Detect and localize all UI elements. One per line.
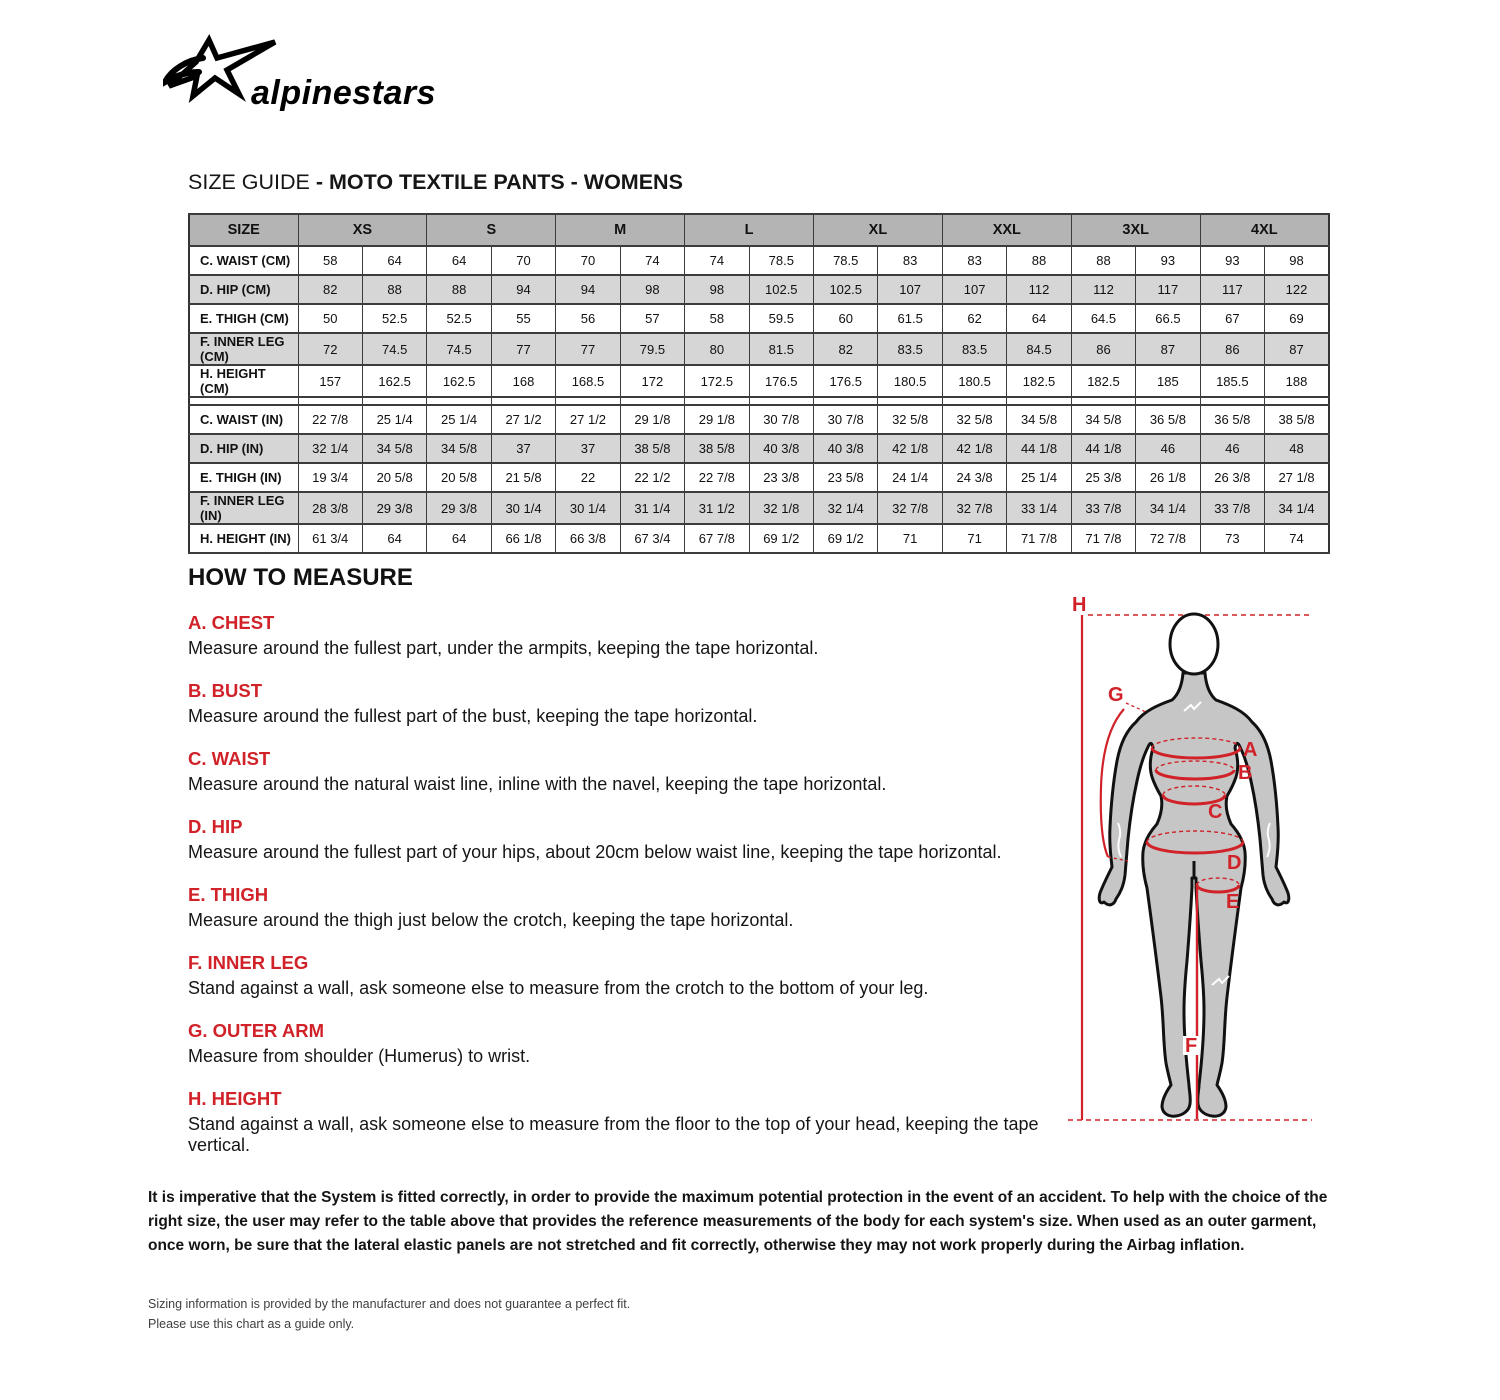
size-value-cell: 27 1/8 [1265,463,1329,492]
size-value-cell: 82 [298,275,362,304]
size-value-cell: 24 3/8 [942,463,1006,492]
size-value-cell: 74 [685,246,749,275]
spacer-cell [1071,397,1135,405]
measure-label: B. BUST [188,680,262,701]
measure-description: Measure from shoulder (Humerus) to wrist. [188,1046,531,1066]
size-value-cell: 64 [362,246,426,275]
size-value-cell: 25 1/4 [362,405,426,434]
figure-label-waist: C [1208,801,1223,823]
size-value-cell: 180.5 [878,365,942,397]
size-value-cell: 33 7/8 [1071,492,1135,524]
spacer-cell [1007,397,1071,405]
size-value-cell: 46 [1136,434,1200,463]
size-value-cell: 64 [427,524,491,553]
size-value-cell: 34 5/8 [362,434,426,463]
footer-line-1: Sizing information is provided by the manufacturer and does not guarantee a perfect fit. [148,1297,631,1311]
size-value-cell: 74.5 [427,333,491,365]
size-value-cell: 185.5 [1200,365,1264,397]
size-value-cell: 30 1/4 [491,492,555,524]
row-label-cell: C. WAIST (CM) [189,246,298,275]
size-value-cell: 23 5/8 [814,463,878,492]
size-value-cell: 38 5/8 [1265,405,1329,434]
size-value-cell: 87 [1136,333,1200,365]
row-label-cell: C. WAIST (IN) [189,405,298,434]
measure-label: H. HEIGHT [188,1088,282,1109]
spacer-row [189,397,1329,405]
size-value-cell: 69 1/2 [749,524,813,553]
size-value-cell: 27 1/2 [491,405,555,434]
size-value-cell: 94 [491,275,555,304]
measure-item [188,952,1088,999]
size-value-cell: 83.5 [878,333,942,365]
row-label-cell: H. HEIGHT (CM) [189,365,298,397]
size-value-cell: 98 [620,275,684,304]
size-value-cell: 24 1/4 [878,463,942,492]
size-value-cell: 66 1/8 [491,524,555,553]
figure-label-bust: B [1238,762,1253,784]
figure-label-inner-leg: F [1185,1035,1198,1057]
size-value-cell: 72 7/8 [1136,524,1200,553]
size-value-cell: 81.5 [749,333,813,365]
size-value-cell: 26 1/8 [1136,463,1200,492]
size-value-cell: 78.5 [749,246,813,275]
measure-item [188,612,1088,659]
size-value-cell: 44 1/8 [1071,434,1135,463]
size-value-cell: 34 5/8 [1071,405,1135,434]
size-value-cell: 21 5/8 [491,463,555,492]
size-value-cell: 71 7/8 [1071,524,1135,553]
size-value-cell: 83 [878,246,942,275]
size-value-cell: 69 [1265,304,1329,333]
size-value-cell: 32 1/4 [814,492,878,524]
size-value-cell: 94 [556,275,620,304]
table-row [189,524,1329,553]
measure-label: D. HIP [188,816,243,837]
size-value-cell: 31 1/2 [685,492,749,524]
size-value-cell: 28 3/8 [298,492,362,524]
size-value-cell: 38 5/8 [620,434,684,463]
size-header-l: L [685,214,814,246]
size-value-cell: 38 5/8 [685,434,749,463]
figure-label-hip: D [1227,852,1242,874]
logo-wordmark: alpinestars [251,74,437,112]
size-value-cell: 117 [1136,275,1200,304]
size-value-cell: 61 3/4 [298,524,362,553]
size-value-cell: 86 [1071,333,1135,365]
measure-description: Measure around the fullest part of your hips, about 20cm below waist line, keeping the tape horizontal. [188,842,1002,862]
size-value-cell: 88 [427,275,491,304]
spacer-cell [1265,397,1329,405]
size-value-cell: 87 [1265,333,1329,365]
size-header-xl: XL [814,214,943,246]
size-value-cell: 71 [942,524,1006,553]
row-label-cell: D. HIP (IN) [189,434,298,463]
table-row [189,365,1329,397]
size-value-cell: 64 [1007,304,1071,333]
measure-list [188,612,1088,1177]
size-value-cell: 29 1/8 [620,405,684,434]
size-value-cell: 19 3/4 [298,463,362,492]
size-value-cell: 71 [878,524,942,553]
size-value-cell: 31 1/4 [620,492,684,524]
size-value-cell: 44 1/8 [1007,434,1071,463]
spacer-cell [556,397,620,405]
size-value-cell: 30 7/8 [749,405,813,434]
measure-item [188,1020,1088,1067]
size-value-cell: 32 1/4 [298,434,362,463]
size-value-cell: 66 3/8 [556,524,620,553]
size-value-cell: 74 [620,246,684,275]
size-value-cell: 107 [878,275,942,304]
size-value-cell: 33 7/8 [1200,492,1264,524]
spacer-cell [1200,397,1264,405]
size-value-cell: 48 [1265,434,1329,463]
table-row [189,463,1329,492]
size-value-cell: 182.5 [1007,365,1071,397]
spacer-cell [298,397,362,405]
size-value-cell: 25 1/4 [427,405,491,434]
size-header-xs: XS [298,214,427,246]
measure-label: F. INNER LEG [188,952,309,973]
page-title-prefix: SIZE GUIDE [188,170,316,194]
size-header-m: M [556,214,685,246]
size-value-cell: 70 [491,246,555,275]
spacer-cell [427,397,491,405]
size-value-cell: 36 5/8 [1200,405,1264,434]
size-value-cell: 30 1/4 [556,492,620,524]
size-value-cell: 27 1/2 [556,405,620,434]
size-value-cell: 55 [491,304,555,333]
size-value-cell: 176.5 [749,365,813,397]
size-value-cell: 180.5 [942,365,1006,397]
size-value-cell: 37 [491,434,555,463]
size-value-cell: 61.5 [878,304,942,333]
size-value-cell: 64.5 [1071,304,1135,333]
measure-label: E. THIGH [188,884,269,905]
size-value-cell: 157 [298,365,362,397]
size-value-cell: 52.5 [427,304,491,333]
measure-label: A. CHEST [188,612,275,633]
size-value-cell: 42 1/8 [878,434,942,463]
head [1170,614,1218,674]
size-value-cell: 32 1/8 [749,492,813,524]
size-value-cell: 25 1/4 [1007,463,1071,492]
size-value-cell: 32 7/8 [878,492,942,524]
size-value-cell: 20 5/8 [362,463,426,492]
size-value-cell: 66.5 [1136,304,1200,333]
size-value-cell: 71 7/8 [1007,524,1071,553]
size-header-3xl: 3XL [1071,214,1200,246]
footer-note [148,1294,630,1334]
spacer-cell [491,397,555,405]
measure-description: Stand against a wall, ask someone else to measure from the floor to the top of your head, keeping the tape vertical. [188,1114,1039,1155]
size-value-cell: 69 1/2 [814,524,878,553]
size-value-cell: 34 1/4 [1265,492,1329,524]
size-value-cell: 98 [685,275,749,304]
figure-label-outer-arm: G [1108,684,1124,706]
size-value-cell: 82 [814,333,878,365]
size-value-cell: 23 3/8 [749,463,813,492]
row-label-cell: H. HEIGHT (IN) [189,524,298,553]
measure-description: Stand against a wall, ask someone else to measure from the crotch to the bottom of your leg. [188,978,929,998]
measure-description: Measure around the fullest part of the bust, keeping the tape horizontal. [188,706,758,726]
spacer-cell [749,397,813,405]
page-title [188,170,683,195]
size-value-cell: 93 [1200,246,1264,275]
size-value-cell: 22 1/2 [620,463,684,492]
size-value-cell: 73 [1200,524,1264,553]
size-value-cell: 62 [942,304,1006,333]
size-value-cell: 67 3/4 [620,524,684,553]
size-value-cell: 176.5 [814,365,878,397]
table-row [189,246,1329,275]
size-value-cell: 74 [1265,524,1329,553]
size-value-cell: 77 [556,333,620,365]
footer-line-2: Please use this chart as a guide only. [148,1317,355,1331]
size-value-cell: 168.5 [556,365,620,397]
measure-description: Measure around the thigh just below the crotch, keeping the tape horizontal. [188,910,794,930]
size-value-cell: 34 5/8 [427,434,491,463]
size-value-cell: 162.5 [427,365,491,397]
size-value-cell: 58 [298,246,362,275]
measure-description: Measure around the natural waist line, inline with the navel, keeping the tape horizontal. [188,774,887,794]
size-value-cell: 60 [814,304,878,333]
size-value-cell: 22 [556,463,620,492]
size-value-cell: 84.5 [1007,333,1071,365]
size-value-cell: 56 [556,304,620,333]
how-to-measure-heading: HOW TO MEASURE [188,564,413,591]
size-value-cell: 57 [620,304,684,333]
size-value-cell: 30 7/8 [814,405,878,434]
size-value-cell: 98 [1265,246,1329,275]
size-value-cell: 40 3/8 [814,434,878,463]
size-value-cell: 182.5 [1071,365,1135,397]
size-value-cell: 112 [1071,275,1135,304]
size-value-cell: 83.5 [942,333,1006,365]
size-value-cell: 88 [1071,246,1135,275]
size-value-cell: 22 7/8 [685,463,749,492]
size-header-s: S [427,214,556,246]
table-row [189,405,1329,434]
size-value-cell: 52.5 [362,304,426,333]
measure-item [188,1088,1088,1156]
measurement-figure [1060,595,1320,1157]
size-value-cell: 72 [298,333,362,365]
size-table [188,213,1330,554]
measure-item [188,748,1088,795]
spacer-cell [685,397,749,405]
size-header-4xl: 4XL [1200,214,1329,246]
table-row [189,492,1329,524]
size-value-cell: 88 [1007,246,1071,275]
size-value-cell: 58 [685,304,749,333]
spacer-cell [814,397,878,405]
size-value-cell: 64 [427,246,491,275]
size-value-cell: 86 [1200,333,1264,365]
measure-item [188,680,1088,727]
figure-label-height: H [1072,595,1087,616]
row-label-cell: E. THIGH (CM) [189,304,298,333]
row-label-cell: F. INNER LEG (CM) [189,333,298,365]
size-value-cell: 26 3/8 [1200,463,1264,492]
table-row [189,333,1329,365]
size-value-cell: 79.5 [620,333,684,365]
size-value-cell: 162.5 [362,365,426,397]
size-value-cell: 67 7/8 [685,524,749,553]
size-value-cell: 46 [1200,434,1264,463]
brand-logo [163,28,483,118]
table-row [189,304,1329,333]
table-row [189,434,1329,463]
size-value-cell: 172.5 [685,365,749,397]
size-value-cell: 67 [1200,304,1264,333]
size-value-cell: 64 [362,524,426,553]
spacer-cell [362,397,426,405]
size-value-cell: 40 3/8 [749,434,813,463]
fitting-disclaimer: It is imperative that the System is fitted correctly, in order to provide the maximum potential protection in the event of an accident. To help with the choice of the right size, the user may refer to the table above that provides the reference measurements of the body for each system's size. When used as an outer garment, once worn, be sure that the lateral elastic panels are not stretched and fit correctly, otherwise they may not work properly during the Airbag inflation. [148,1189,1328,1255]
size-value-cell: 172 [620,365,684,397]
size-table-header [189,214,1329,246]
measure-label: C. WAIST [188,748,271,769]
size-value-cell: 93 [1136,246,1200,275]
measure-item [188,884,1088,931]
size-value-cell: 34 5/8 [1007,405,1071,434]
size-value-cell: 78.5 [814,246,878,275]
size-value-cell: 25 3/8 [1071,463,1135,492]
size-value-cell: 80 [685,333,749,365]
size-value-cell: 77 [491,333,555,365]
spacer-cell [942,397,1006,405]
size-value-cell: 83 [942,246,1006,275]
page-title-product: - MOTO TEXTILE PANTS - WOMENS [315,170,683,194]
size-value-cell: 29 1/8 [685,405,749,434]
size-value-cell: 122 [1265,275,1329,304]
size-value-cell: 36 5/8 [1136,405,1200,434]
size-column-header: SIZE [189,214,298,246]
size-value-cell: 112 [1007,275,1071,304]
size-header-xxl: XXL [942,214,1071,246]
figure-label-thigh: E [1226,891,1240,913]
size-value-cell: 32 5/8 [878,405,942,434]
size-value-cell: 188 [1265,365,1329,397]
size-value-cell: 50 [298,304,362,333]
size-value-cell: 88 [362,275,426,304]
size-value-cell: 102.5 [814,275,878,304]
size-value-cell: 32 7/8 [942,492,1006,524]
size-value-cell: 34 1/4 [1136,492,1200,524]
size-value-cell: 185 [1136,365,1200,397]
row-label-cell: F. INNER LEG (IN) [189,492,298,524]
size-value-cell: 70 [556,246,620,275]
size-value-cell: 33 1/4 [1007,492,1071,524]
spacer-cell [878,397,942,405]
spacer-cell [1136,397,1200,405]
measure-item [188,816,1088,863]
size-value-cell: 37 [556,434,620,463]
size-value-cell: 107 [942,275,1006,304]
row-label-cell: E. THIGH (IN) [189,463,298,492]
table-row [189,275,1329,304]
spacer-cell [189,397,298,405]
measure-label: G. OUTER ARM [188,1020,325,1041]
size-value-cell: 29 3/8 [427,492,491,524]
size-value-cell: 22 7/8 [298,405,362,434]
spacer-cell [620,397,684,405]
figure-label-chest: A [1243,739,1258,761]
size-value-cell: 42 1/8 [942,434,1006,463]
size-value-cell: 74.5 [362,333,426,365]
measure-description: Measure around the fullest part, under the armpits, keeping the tape horizontal. [188,638,819,658]
size-value-cell: 29 3/8 [362,492,426,524]
size-value-cell: 168 [491,365,555,397]
size-value-cell: 32 5/8 [942,405,1006,434]
size-value-cell: 20 5/8 [427,463,491,492]
size-value-cell: 59.5 [749,304,813,333]
size-value-cell: 117 [1200,275,1264,304]
size-value-cell: 102.5 [749,275,813,304]
row-label-cell: D. HIP (CM) [189,275,298,304]
